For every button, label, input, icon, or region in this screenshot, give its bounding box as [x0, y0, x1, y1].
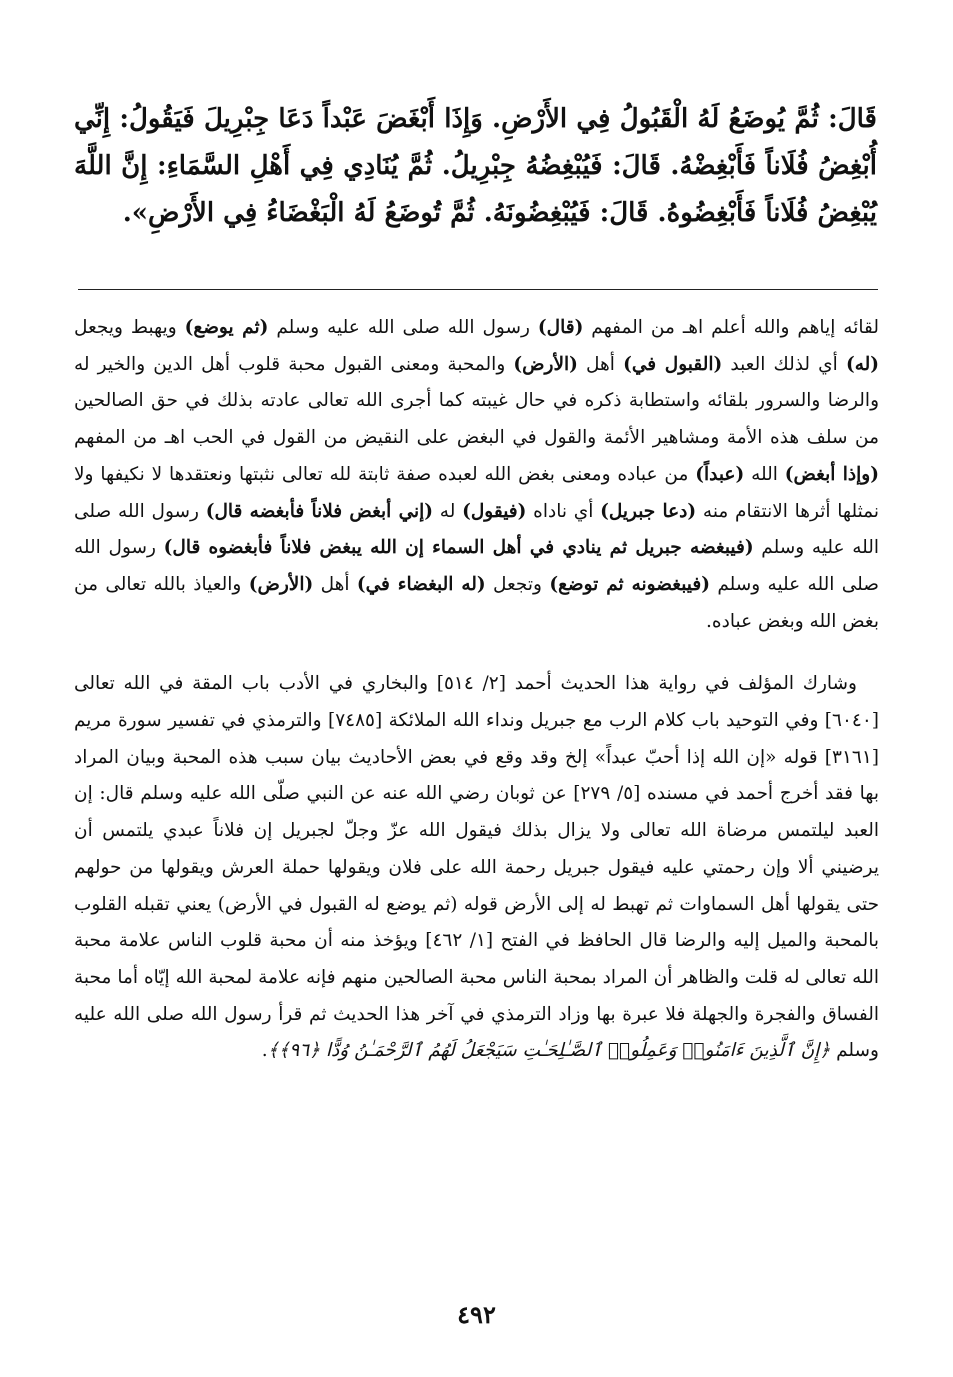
commentary-text: ويهبط ويجعل: [74, 317, 185, 338]
quoted-hadith-phrase: (له البغضاء في): [356, 573, 486, 595]
commentary-paragraph-2-text: وشارك المؤلف في رواية هذا الحديث أحمد [٢/ ٥١٤] والبخاري في الأدب باب المقة في الله تعالى [٦٠٤٠] وفي التوحيد باب كلام الرب مع جبريل ونداء الله الملائكة [٧٤٨٥] والترمذي في تفسير سورة مريم [٣١٦١] قوله «إن الله إذا أحبّ عبداً» إلخ وقد وقع في بعض الأحاديث بيان سبب هذه المحبة وبيان المراد بها فقد أخرج أحمد في مسنده [٥/ ٢٧٩] عن ثوبان رضي الله عنه عن النبي صلّى الله عليه وسلم قال: إن العبد ليلتمس مرضاة الله تعالى ولا يزال بذلك فيقول الله عزّ وجلّ لجبريل إن فلاناً عبدي يلتمس أن يرضيني ألا وإن رحمتي عليه فيقول جبريل رحمة الله على فلان ويقولها حملة العرش ويقولها من حولهم حتى يقولها أهل السماوات ثم تهبط له إلى الأرض قوله (ثم يوضع له القبول في الأرض) يعني تقبله القلوب بالمحبة والميل إليه والرضا قال الحافظ في الفتح [١/ ٤٦٢] ويؤخذ منه أن محبة قلوب الناس علامة محبة الله تعالى له قلت والظاهر أن المراد بمحبة الناس محبة الصالحين منهم فإنه علامة لمحبة الله إيّاه أما محبة الفساق والفجرة والجهلة فلا عبرة بها وزاد الترمذي في آخر هذا الحديث ثم قرأ رسول الله صلى الله عليه وسلم: [74, 673, 879, 1062]
quoted-hadith-phrase: (الأرض): [513, 353, 578, 375]
quoted-hadith-phrase: (الأرض): [248, 573, 314, 595]
commentary-text: من عباده ومعنى بغض الله لعبده صفة ثابتة لله تعالى نثبتها ونعتقدها لا نكيفها ولا نمثلها أثرها الانتقام منه: [74, 463, 879, 522]
commentary-paragraph-2: [74, 666, 879, 1070]
commentary-text: رسول الله صلى الله عليه وسلم: [74, 537, 879, 595]
commentary-paragraph-1: [74, 310, 879, 640]
commentary-text: وتجعل: [485, 573, 550, 595]
paragraph-end: .: [261, 1040, 268, 1062]
quoted-hadith-phrase: (فيبغضونه ثم توضع): [549, 573, 710, 595]
quoted-hadith-phrase: (له): [845, 353, 879, 375]
commentary-text: له: [433, 500, 463, 522]
hadith-text: قَالَ: ثُمَّ يُوضَعُ لَهُ الْقَبُولُ فِي الأَرْضِ. وَإِذَا أَبْغَضَ عَبْداً دَعَا جِبْرِيلَ فَيَقُولُ: إِنِّي أُبْغِضُ فُلَاناً فَأَبْغِضْهُ. قَالَ: فَيُبْغِضُهُ جِبْرِيلُ. ثُمَّ يُنَادِي فِي أَهْلِ السَّمَاءِ: إِنَّ اللَّهَ يُبْغِضُ فُلَاناً فَأَبْغِضُوهُ. قَالَ: فَيُبْغِضُونَهُ. ثُمَّ تُوضَعُ لَهُ الْبَغْضَاءُ فِي الأَرْضِ».: [74, 104, 877, 228]
quoted-hadith-phrase: (عبداً): [695, 463, 745, 485]
commentary-text: الله: [744, 463, 785, 485]
commentary-text: أهل: [577, 353, 624, 375]
commentary-text: أي لذلك العبد: [722, 353, 846, 375]
quoted-hadith-phrase: (فيبغضه جبريل ثم ينادي في أهل السماء إن الله يبغض فلاناً فأبغضوه قال): [163, 537, 754, 559]
commentary-text: والعياذ بالله تعالى من بغض الله وبغض عباده.: [74, 573, 879, 632]
quoted-hadith-phrase: (إني أبغض فلاناً فأبغضه قال): [205, 500, 434, 522]
commentary-text: رسول الله صلى الله عليه وسلم: [268, 317, 538, 338]
quran-verse: ﴿إِنَّ ٱلَّذِينَ ءَامَنُوا۟ وَعَمِلُوا۟ ٱلصَّـٰلِحَـٰتِ سَيَجْعَلُ لَهُمُ ٱلرَّحْمَـٰنُ وُدًّا ﴿٩٦﴾﴾: [267, 1040, 831, 1062]
quoted-hadith-phrase: (قال): [537, 317, 584, 338]
commentary-text: أي ناداه: [526, 500, 601, 522]
quoted-hadith-phrase: (القبول في): [623, 353, 723, 375]
commentary-text: رسول الله صلى الله عليه وسلم: [74, 500, 880, 559]
footnote-divider: [78, 289, 878, 290]
quoted-hadith-phrase: (ثم يوضع): [184, 317, 269, 338]
quoted-hadith-phrase: (دعا جبريل): [600, 500, 697, 522]
commentary: [74, 310, 879, 1070]
quoted-hadith-phrase: (فيقول): [462, 500, 527, 522]
quoted-hadith-phrase: (وإذا أبغض): [784, 463, 879, 485]
commentary-text: أهل: [313, 573, 357, 595]
commentary-text: والمحبة ومعنى القبول محبة قلوب أهل الدين والخير له والرضا والسرور بلقائه واستطابة ذكره في حال غيبته كما أجرى الله تعالى عادته بذلك في حق الصالحين من سلف هذه الأمة ومشاهير الأئمة والقول في البغض على النقيض من القول في الحب اهـ من المفهم: [74, 353, 879, 449]
commentary-text: لقائه إياهم والله أعلم اهـ من المفهم: [583, 317, 880, 338]
page-number: ٤٩٢: [457, 1300, 496, 1329]
